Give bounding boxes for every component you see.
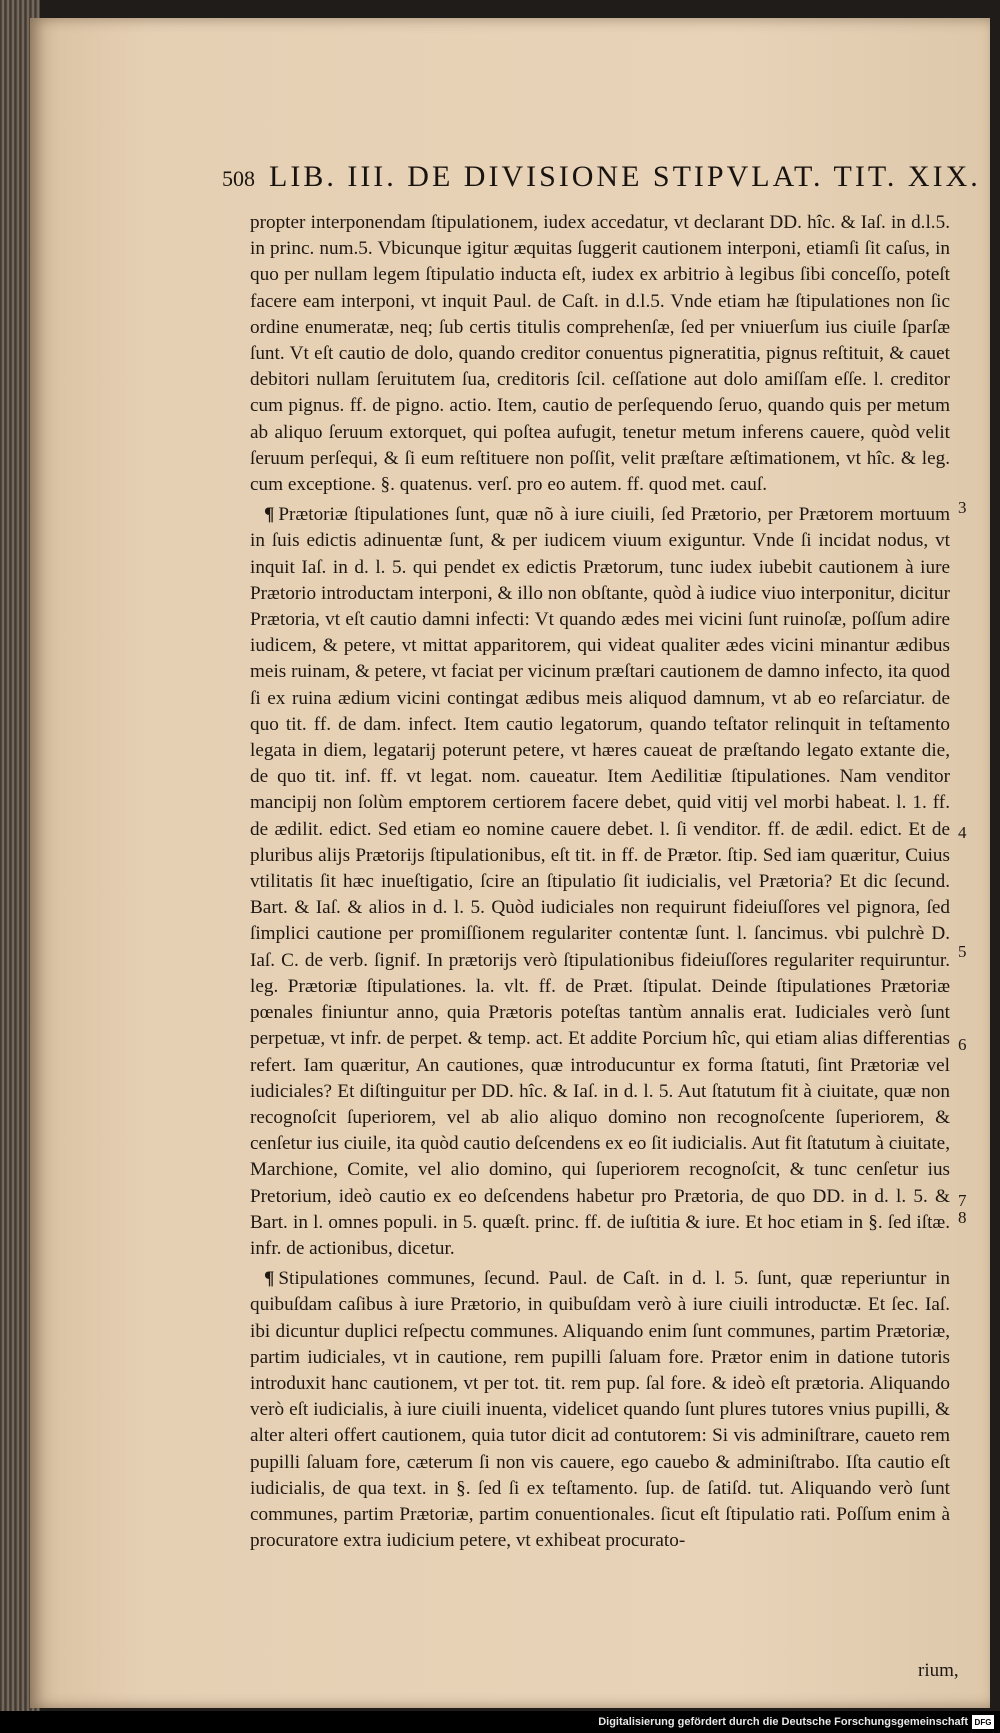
digitization-footer [0,1711,1000,1733]
margin-number: 6 [958,1035,967,1054]
running-title: LIB. III. DE DIVISIONE STIPVLAT. TIT. XIX. [269,160,981,193]
dfg-logo-icon: DFG [972,1715,994,1729]
running-header [222,160,981,206]
margin-number: 4 [958,823,967,842]
footer-credit: Digitalisierung gefördert durch die Deutsche Forschungsgemeinschaft [598,1716,968,1728]
pilcrow-icon: ¶ [264,1268,275,1290]
pilcrow-icon: ¶ [264,504,275,526]
paragraph-3 [250,1266,950,1554]
page-body [250,210,950,1554]
margin-number: 3 [958,498,967,517]
margin-number: 7 [958,1191,967,1210]
paragraph-2 [250,502,950,1262]
margin-number: 8 [958,1208,967,1227]
page-number: 508 [222,166,255,191]
catchword: rium, [918,1660,959,1681]
paragraph-1-text: propter interponendam ſtipulationem, iudex accedatur, vt declarant DD. hîc. & Iaſ. in d.l.5. in princ. num.5. Vbicunque igitur æquitas ſuggerit cautionem interponi, etiamſi ſit caſus, in quo per nullam legem ſtipulatio inducta eſt, iudex ex arbitrio à legibus ſibi conceſſo, poteſt facere eam interponi, vt inquit Paul. de Caſt. in d.l.5. Vnde etiam hæ ſtipulationes non ſic ordine enumeratæ, neq; ſub certis titulis comprehenſæ, ſed per vniuerſum ius ciuile ſparſæ ſunt. Vt eſt cautio de dolo, quando creditor conuentus pigneratitia, pignus reſtituit, & cauet debitori nullam ſeruitutem ſua, creditoris ſcil. ceſſatione aut dolo amiſſam eſſe. l. creditor cum pignus. ff. de pigno. actio. Item, cautio de perſequendo ſeruo, quando quis per metum ab aliquo ſeruum extorquet, qui poſtea aufugit, tenetur metum inferens cauere, quòd velit ſeruum perſequi, & ſi eum reſtituere non poſſit, velit præſtare æſtimationem, vt hîc. & leg. cum exceptione. §. quatenus. verſ. pro eo autem. ff. quod met. cauſ. [250,212,950,496]
paragraph-3-text: Stipulationes communes, ſecund. Paul. de Caſt. in d. l. 5. ſunt, quæ reperiuntur in quibuſdam caſibus à iure Prætorio, in quibuſdam verò à iure ciuili introductæ. Et ſec. Iaſ. ibi dicuntur duplici reſpectu communes. Aliquando enim ſunt communes, partim Prætoriæ, partim iudiciales, vt in cautione, rem pupilli ſaluam fore. Prætor enim in datione tutoris introduxit hanc cautionem, vt per tot. tit. rem pup. ſal fore. & ideò eſt prætoria. Aliquando verò eſt iudicialis, à iure ciuili inuenta, videlicet quando ſunt plures tutores vnius pupilli, & alter alteri offert cautionem, quia tutor dicit ad contutorem: Si vis adminiſtrare, caueto rem pupilli ſaluam fore, cæterum ſi non vis cauere, ego cauebo & adminiſtrabo. Iſta cautio eſt iudicialis, de qua text. in §. ſed ſi ex teſtamento. ſup. de ſatiſd. tut. Aliquando verò ſunt communes, partim Prætoriæ, partim conuentionales. ſicut eſt ſtipulatio rati. Poſſum enim à procuratore extra iudicium petere, vt exhibeat procurato- [250,1268,950,1552]
paragraph-2-text: Prætoriæ ſtipulationes ſunt, quæ nõ à iure ciuili, ſed Prætorio, per Prætorem mortuum in ſuis edictis adinuentæ ſunt, & per iudicem viuum exiguntur. Vnde ſi incidat nodus, vt inquit Iaſ. in d. l. 5. qui pendet ex edictis Prætorum, tunc iudex iubebit cautionem à iure Prætorio introductam interponi, & illo non obſtante, quòd à iudice viuo interponitur, dicitur Prætoria, vt eſt cautio damni infecti: Vt quando ædes mei vicini ſunt ruinoſæ, poſſum adire iudicem, & petere, vt mittat apparitorem, qui videat qualiter ædes vicini minantur ædibus meis ruinam, & petere, vt faciat per vicinum præſtari cautionem de damno infecto, ita quod ſi ex ruina ædium vicini contingat ædibus meis aliquod damnum, vt ab eo reſarciatur. de quo tit. ff. de dam. infect. Item cautio legatorum, quando teſtator relinquit in teſtamento legata in diem, legatarij poterunt petere, vt hæres caueat de præſtando legato extante die, de quo tit. inf. ff. vt legat. nom. caueatur. Item Aedilitiæ ſtipulationes. Nam venditor mancipij non ſolùm emptorem certiorem facere debet, quid vitij vel morbi habeat. l. 1. ff. de ædilit. edict. Sed etiam eo nomine cauere debet. l. ſi venditor. ff. de ædil. edict. Et de pluribus alijs Prætorijs ſtipulationibus, eſt tit. in ff. de Prætor. ſtip. Sed iam quæritur, Cuius vtilitatis ſit hæc inueſtigatio, ſcire an ſtipulatio ſit iudicialis, vel Prætoria? Et dic ſecund. Bart. & Iaſ. & alios in d. l. 5. Quòd iudiciales non requirunt fideiuſſores vel pignora, ſed ſimplici cautione per promiſſionem regulariter contentæ ſunt. l. ſancimus. vbi pulchrè D. Iaſ. C. de verb. ſignif. In prætorijs verò ſtipulationibus fideiuſſores regulariter requiruntur. leg. Prætoriæ ſtipulationes. la. vlt. ff. de Præt. ſtipulat. Deinde ſtipulationes Prætoriæ pœnales finiuntur anno, quia Prætoris poteſtas tantùm annalis erat. Iudiciales verò ſunt perpetuæ, vt infr. de perpet. & temp. act. Et addite Porcium hîc, qui etiam alias differentias refert. Iam quæritur, An cautiones, quæ introducuntur ex forma ſtatuti, ſint Prætoriæ vel iudiciales? Et diſtinguitur per DD. hîc. & Iaſ. in d. l. 5. Aut ſtatutum fit à ciuitate, quæ non recognoſcit ſuperiorem, vel ab alio aliquo domino non recognoſcente ſuperiorem, & cenſetur ius ciuile, ita quòd cautio deſcendens ex eo ſit iudicialis. Aut fit ſtatutum à ciuitate, Marchione, Comite, vel alio domino, qui ſuperiorem recognoſcit, & tunc cenſetur ius Pretorium, ideò cautio ex eo deſcendens habetur pro Prætoria, de quo DD. in d. l. 5. & Bart. in l. omnes populi. in 5. quæſt. princ. ff. de iuſtitia & iure. Et hoc etiam in §. ſed iſtæ. infr. de actionibus, dicetur. [250,504,950,1259]
paragraph-1 [250,210,950,498]
margin-number: 5 [958,942,967,961]
